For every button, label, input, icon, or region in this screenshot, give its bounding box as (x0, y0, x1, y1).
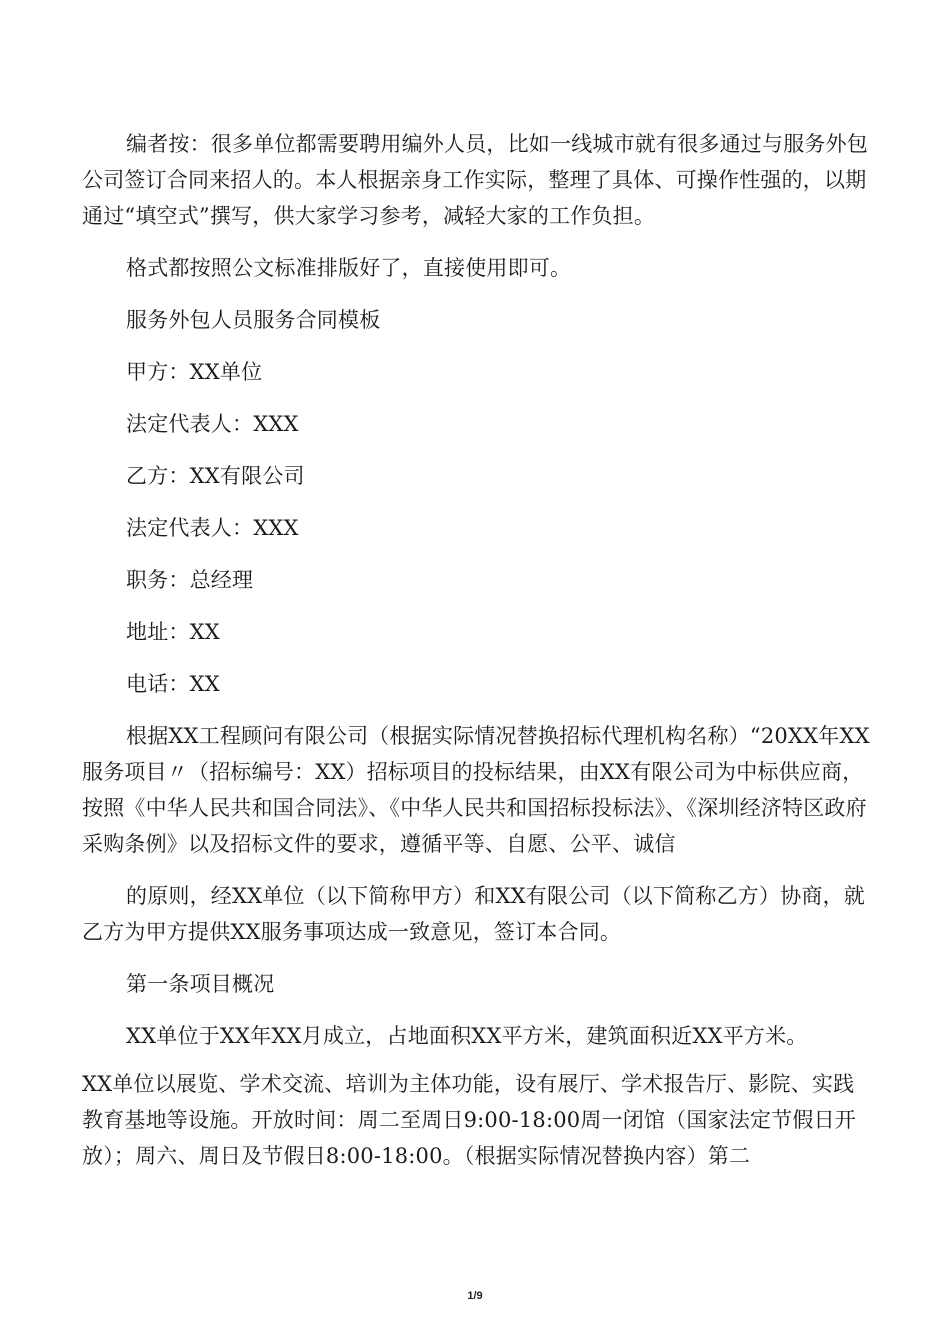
address-line: 地址：XX (126, 620, 220, 644)
party-b-line: 乙方：XX有限公司 (126, 464, 305, 488)
facility-description-paragraph: XX单位以展览、学术交流、培训为主体功能，设有展厅、学术报告厅、影院、实践教育基地等设施。开放时间：周二至周日9:00-18:00周一闭馆（国家法定节假日开放）；周六、周日及节假日8:00-18:00。（根据实际情况替换内容）第二 (82, 1072, 856, 1168)
page-number: 1/9 (467, 1290, 483, 1302)
party-b-representative-line: 法定代表人：XXX (126, 516, 299, 540)
article-one-heading: 第一条项目概况 (126, 972, 275, 996)
tender-basis-paragraph: 根据XX工程顾问有限公司（根据实际情况替换招标代理机构名称）“20XX年XX服务项目〃（招标编号：XX）招标项目的投标结果，由XX有限公司为中标供应商，按照《中华人民共和国合同法》、《中华人民共和国招标投标法》、《深圳经济特区政府采购条例》以及招标文件的要求，遵循平等、自愿、公平、诚信 (82, 724, 870, 856)
document-body (82, 126, 874, 1174)
party-a-line: 甲方：XX单位 (126, 360, 263, 384)
editor-note-paragraph: 编者按：很多单位都需要聘用编外人员，比如一线城市就有很多通过与服务外包公司签订合同来招人的。本人根据亲身工作实际，整理了具体、可操作性强的，以期通过“填空式”撰写，供大家学习参考，减轻大家的工作负担。 (82, 132, 868, 228)
format-note-paragraph: 格式都按照公文标准排版好了，直接使用即可。 (126, 256, 572, 280)
phone-line: 电话：XX (126, 672, 220, 696)
position-line: 职务：总经理 (126, 568, 254, 592)
principle-paragraph: 的原则，经XX单位（以下简称甲方）和XX有限公司（以下简称乙方）协商，就乙方为甲方提供XX服务事项达成一致意见，签订本合同。 (82, 884, 865, 944)
project-overview-paragraph: XX单位于XX年XX月成立，占地面积XX平方米，建筑面积近XX平方米。 (126, 1024, 808, 1048)
party-a-representative-line: 法定代表人：XXX (126, 412, 299, 436)
contract-title: 服务外包人员服务合同模板 (126, 308, 381, 332)
